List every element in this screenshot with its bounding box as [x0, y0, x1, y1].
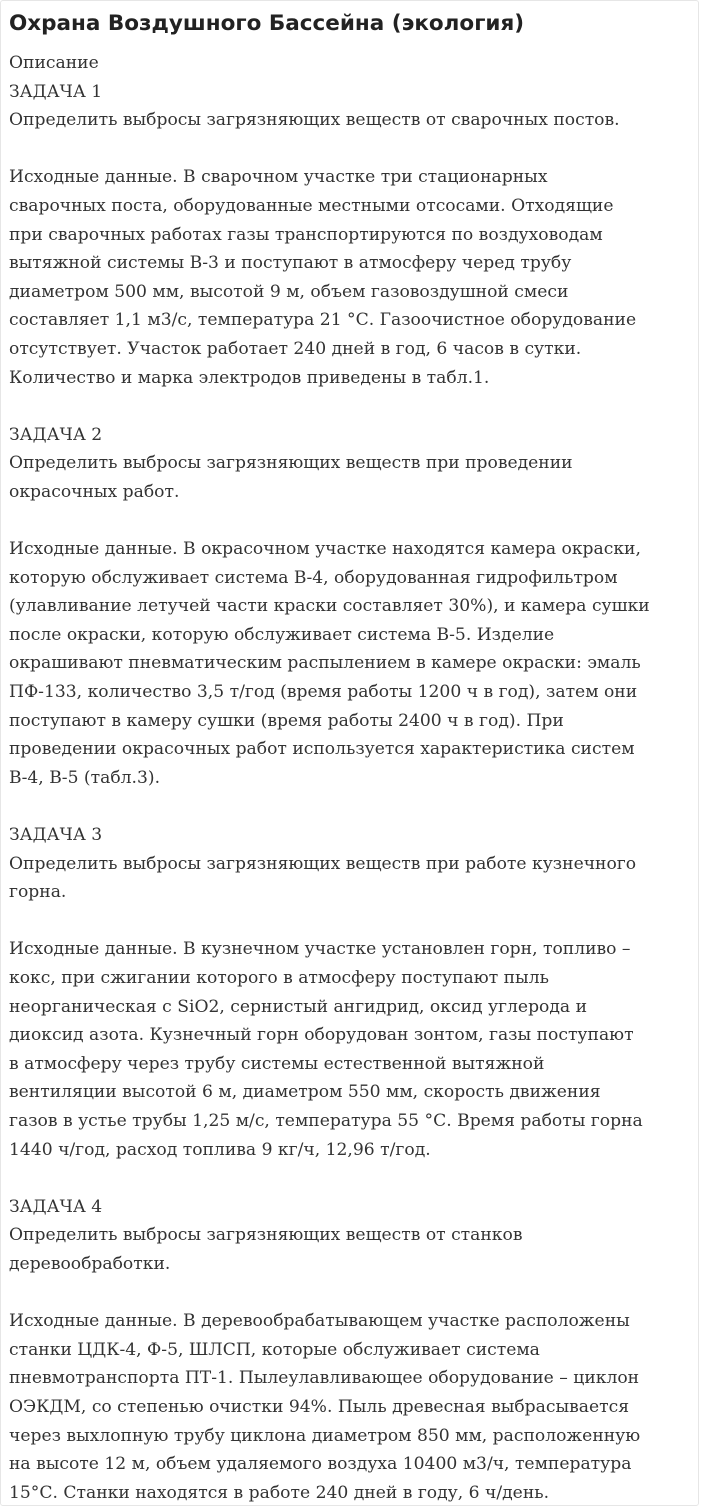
task-details-line: неорганическая с SiO2, сернистый ангидрид, оксид углерода и [9, 996, 588, 1017]
task-details-line: 15°С. Станки находятся в работе 240 дней в году, 6 ч/день. [9, 1482, 550, 1503]
task-details-line: ПФ-133, количество 3,5 т/год (время работы 1200 ч в год), затем они [9, 682, 638, 703]
task-details-line: которую обслуживает система В-4, оборудованная гидрофильтром [9, 567, 618, 588]
paragraph-gap [9, 507, 699, 536]
task-heading: ЗАДАЧА 1 [9, 81, 103, 102]
task-details-line: пневмотранспорта ПТ-1. Пылеулавливающее оборудование – циклон [9, 1368, 640, 1389]
task-details-line: при сварочных работах газы транспортируются по воздуховодам [9, 224, 603, 245]
task-goal-line: деревообработки. [9, 1253, 171, 1274]
paragraph-gap [9, 792, 699, 821]
task-details-line: кокс, при сжигании которого в атмосферу поступают пыль [9, 968, 549, 988]
paragraph-gap [9, 392, 699, 421]
task-details-line: Исходные данные. В кузнечном участке установлен горн, топливо – [9, 939, 631, 960]
paragraph-gap [9, 1279, 699, 1308]
task-details-line: на высоте 12 м, объем удаляемого воздуха 10400 м3/ч, температура [9, 1454, 632, 1475]
paragraph-gap [9, 135, 699, 164]
task-details-line: Количество и марка электродов приведены в табл.1. [9, 367, 490, 388]
paragraph-gap [9, 907, 699, 936]
task-details-line: после окраски, которую обслуживает система В-5. Изделие [9, 624, 555, 645]
description-label: Описание [9, 53, 99, 73]
task-details-line: проведении окрасочных работ используется характеристика систем [9, 739, 635, 760]
task-details-line: диоксид азота. Кузнечный горн оборудован зонтом, газы поступают [9, 1025, 634, 1046]
page-title: Охрана Воздушного Бассейна (экология) [9, 11, 525, 36]
task-goal-line: Определить выбросы загрязняющих веществ от станков [9, 1225, 523, 1246]
task-details-line: отсутствует. Участок работает 240 дней в год, 6 часов в сутки. [9, 338, 582, 359]
task-details-line: Исходные данные. В окрасочном участке находятся камера окраски, [9, 539, 641, 560]
task-details-line: ОЭКДМ, со степенью очистки 94%. Пыль древесная выбрасывается [9, 1396, 630, 1417]
task-details-line: поступают в камеру сушки (время работы 2400 ч в год). При [9, 710, 564, 731]
task-heading: ЗАДАЧА 4 [9, 1196, 103, 1217]
task-goal-line: Определить выбросы загрязняющих веществ от сварочных постов. [9, 110, 620, 131]
task-details-line: (улавливание летучей части краски составляет 30%), и камера сушки [9, 596, 650, 617]
task-details-line: диаметром 500 мм, высотой 9 м, объем газовоздушной смеси [9, 281, 569, 302]
task-heading: ЗАДАЧА 3 [9, 825, 103, 846]
task-goal-line: окрасочных работ. [9, 481, 180, 502]
task-details-line: окрашивают пневматическим распылением в камере окраски: эмаль [9, 653, 641, 674]
task-goal-line: Определить выбросы загрязняющих веществ при работе кузнечного [9, 853, 637, 874]
task-details-line: вентиляции высотой 6 м, диаметром 550 мм, скорость движения [9, 1082, 601, 1103]
task-details-line: в атмосферу через трубу системы естественной вытяжной [9, 1053, 545, 1074]
task-goal-line: горна. [9, 882, 67, 903]
document-body [9, 49, 699, 1507]
task-details-line: газов в устье трубы 1,25 м/с, температура 55 °С. Время работы горна [9, 1110, 643, 1131]
task-details-line: В-4, В-5 (табл.3). [9, 767, 161, 788]
task-details-line: Исходные данные. В сварочном участке три стационарных [9, 167, 548, 188]
task-details-line: вытяжной системы В-3 и поступают в атмосферу черед трубу [9, 253, 572, 274]
task-details-line: составляет 1,1 м3/с, температура 21 °С. Газоочистное оборудование [9, 310, 637, 331]
task-details-line: станки ЦДК-4, Ф-5, ШЛСП, которые обслуживает система [9, 1339, 540, 1360]
task-goal-line: Определить выбросы загрязняющих веществ при проведении [9, 453, 573, 474]
task-details-line: сварочных поста, оборудованные местными отсосами. Отходящие [9, 195, 614, 216]
task-details-line: Исходные данные. В деревообрабатывающем участке расположены [9, 1311, 630, 1332]
paragraph-gap [9, 1164, 699, 1193]
task-heading: ЗАДАЧА 2 [9, 424, 103, 445]
task-details-line: через выхлопную трубу циклона диаметром 850 мм, расположенную [9, 1425, 641, 1446]
task-details-line: 1440 ч/год, расход топлива 9 кг/ч, 12,96 т/год. [9, 1139, 431, 1160]
